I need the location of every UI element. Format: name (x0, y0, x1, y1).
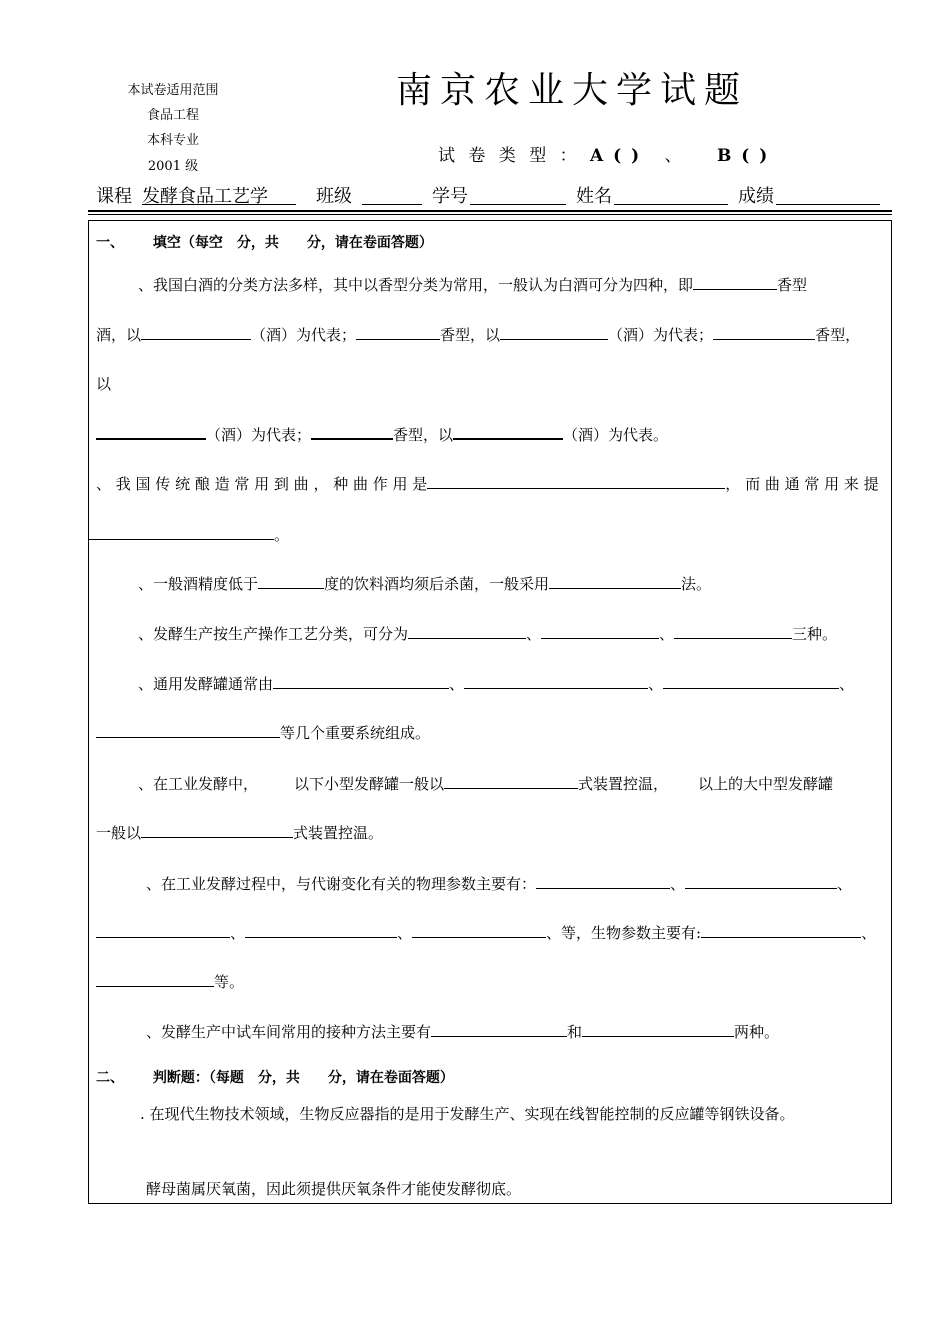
q2-line-2 (88, 524, 289, 545)
scope-line-1: 本试卷适用范围 (127, 83, 219, 98)
q5-text-a: 、通用发酵罐通常由 (138, 675, 274, 693)
class-field[interactable] (362, 182, 422, 205)
section-2-title: 判断题：（每题 分，共 分，请在卷面答题） (152, 1070, 454, 1086)
q5-blank-1[interactable] (273, 674, 449, 689)
q1-text-e: 香型，以 (440, 326, 501, 344)
paper-type-label: 试 卷 类 型 ： (438, 146, 581, 166)
course-value: 发酵食品工艺学 (142, 186, 268, 207)
q3-text-c: 法。 (681, 575, 712, 593)
q2-line-1 (96, 473, 879, 494)
q1-text-k: （酒）为代表。 (563, 426, 669, 444)
exam-title: 南京农业大学试题 (396, 70, 749, 111)
header-rule-thick (88, 210, 892, 212)
q7-line-3 (96, 971, 244, 992)
q8-text-a: 、发酵生产中试车间常用的接种方法主要有 (146, 1023, 432, 1041)
name-label: 姓名 (576, 186, 612, 207)
scope-line-2: 食品工程 (146, 108, 199, 123)
q7-blank-6[interactable] (701, 923, 861, 938)
q2-blank-2[interactable] (88, 525, 274, 540)
q5-blank-4[interactable] (96, 723, 280, 738)
header-rule-thin (88, 214, 892, 215)
q7-text-b: 、等，生物参数主要有: (546, 924, 702, 942)
q1-blank-5[interactable] (713, 325, 815, 340)
section-1-header (96, 232, 433, 252)
section-2-number: 二、 (96, 1070, 124, 1086)
q7-line-2 (96, 922, 876, 943)
q4-text-c: 三种。 (792, 625, 838, 643)
q1-text-i: （酒）为代表； (206, 426, 312, 444)
q7-sep-1: 、 (670, 875, 686, 893)
q1-blank-8[interactable] (453, 424, 563, 440)
s2-q2: 酵母菌属厌氧菌，因此须提供厌氧条件才能使发酵彻底。 (146, 1180, 522, 1198)
q6-text-c: 式装置控温， (578, 775, 669, 793)
course-field[interactable] (142, 182, 296, 205)
q7-blank-1[interactable] (536, 874, 670, 889)
q8-text-b: 和 (567, 1023, 583, 1041)
q7-blank-7[interactable] (96, 972, 214, 987)
q4-text-a: 、发酵生产按生产操作工艺分类，可分为 (138, 625, 409, 643)
paper-type (438, 141, 769, 166)
q7-text-c: 等。 (214, 973, 245, 991)
q7-blank-4[interactable] (245, 923, 397, 938)
q1-blank-3[interactable] (356, 325, 440, 340)
q2-blank-1[interactable] (427, 474, 725, 489)
s2-q1: . 在现代生物技术领域，生物反应器指的是用于发酵生产、实现在线智能控制的反应罐等钢铁设备。 (140, 1105, 795, 1123)
q5-text-b: 等几个重要系统组成。 (280, 724, 431, 742)
q5-line-1 (138, 673, 854, 694)
q4-blank-2[interactable] (541, 624, 659, 639)
q1-text-j: 香型，以 (393, 426, 454, 444)
q4-sep-2: 、 (659, 625, 675, 643)
q3-line (138, 573, 711, 594)
q6-text-e: 一般以 (96, 824, 142, 842)
q1-blank-6[interactable] (96, 424, 206, 440)
paper-type-separator: 、 (664, 146, 686, 166)
q6-text-d: 以上的大中型发酵罐 (698, 775, 834, 793)
q7-blank-3[interactable] (96, 923, 230, 938)
q6-line-1 (138, 773, 833, 794)
q1-text-d: （酒）为代表； (251, 326, 357, 344)
q3-text-a: 、一般酒精度低于 (138, 575, 259, 593)
q4-sep-1: 、 (526, 625, 542, 643)
course-label: 课程 (96, 186, 132, 207)
q5-line-2 (96, 722, 430, 743)
q6-text-f: 式装置控温。 (293, 824, 384, 842)
class-label: 班级 (316, 186, 352, 207)
q1-blank-4[interactable] (500, 325, 608, 340)
q7-sep-3: 、 (230, 924, 246, 942)
q4-line (138, 623, 837, 644)
q4-blank-1[interactable] (408, 624, 526, 639)
q2-text-a: 、 我 国 传 统 酿 造 常 用 到 曲 ， 种 曲 作 用 是 (96, 475, 428, 493)
q5-blank-2[interactable] (464, 674, 648, 689)
q1-text-b: 香型 (777, 276, 808, 294)
q8-blank-1[interactable] (431, 1022, 567, 1037)
q7-text-a: 、在工业发酵过程中，与代谢变化有关的物理参数主要有： (146, 875, 537, 893)
q1-line-4 (96, 424, 668, 445)
q7-line-1 (146, 873, 852, 894)
section-2-header (96, 1067, 454, 1087)
section-1-title: 填空（每空 分，共 分，请在卷面答题） (152, 235, 433, 251)
q1-text-g: 香型， (815, 326, 861, 344)
q1-text-f: （酒）为代表； (608, 326, 714, 344)
q7-sep-5: 、 (861, 924, 877, 942)
q1-text-h: 以 (96, 375, 112, 393)
q1-blank-1[interactable] (693, 275, 777, 290)
q1-text-a: 、我国白酒的分类方法多样，其中以香型分类为常用，一般认为白酒可分为四种，即 (138, 276, 694, 294)
q1-blank-7[interactable] (311, 424, 393, 440)
q3-blank-2[interactable] (549, 574, 681, 589)
q7-sep-4: 、 (397, 924, 413, 942)
score-label: 成绩 (738, 186, 774, 207)
q6-blank-2[interactable] (141, 823, 293, 838)
q5-sep-1: 、 (449, 675, 465, 693)
q8-blank-2[interactable] (582, 1022, 734, 1037)
scope-line-3: 本科专业 (146, 133, 199, 148)
q5-blank-3[interactable] (663, 674, 839, 689)
q7-sep-2: 、 (837, 875, 853, 893)
q4-blank-3[interactable] (674, 624, 792, 639)
q5-sep-3: 、 (839, 675, 855, 693)
name-field[interactable] (614, 182, 728, 205)
q6-blank-1[interactable] (444, 774, 578, 789)
q8-line (146, 1021, 779, 1042)
q6-text-b: 以下小型发酵罐一般以 (294, 775, 445, 793)
paper-type-option-a[interactable]: A ( ) (590, 146, 642, 166)
q1-line-2 (96, 324, 860, 345)
student-id-field[interactable] (470, 182, 566, 205)
section-1-number: 一、 (96, 235, 124, 251)
q2-text-c: 。 (274, 526, 290, 544)
q3-blank-1[interactable] (258, 574, 324, 589)
scope-line-4: 2001 级 (147, 159, 199, 174)
q7-blank-5[interactable] (412, 923, 546, 938)
q3-text-b: 度的饮料酒均须后杀菌，一般采用 (324, 575, 550, 593)
question-box (88, 220, 892, 1204)
q6-line-2 (96, 822, 383, 843)
q1-blank-2[interactable] (141, 325, 251, 340)
q8-text-c: 两种。 (734, 1023, 780, 1041)
student-id-label: 学号 (432, 186, 468, 207)
score-field[interactable] (776, 182, 880, 205)
q6-text-a: 、在工业发酵中， (138, 775, 259, 793)
q1-line-1 (138, 274, 807, 295)
paper-type-option-b[interactable]: B ( ) (716, 146, 770, 166)
q1-text-c: 酒，以 (96, 326, 142, 344)
q2-text-b: ， 而 曲 通 常 用 来 提 (725, 475, 879, 493)
q7-blank-2[interactable] (685, 874, 837, 889)
q5-sep-2: 、 (648, 675, 664, 693)
